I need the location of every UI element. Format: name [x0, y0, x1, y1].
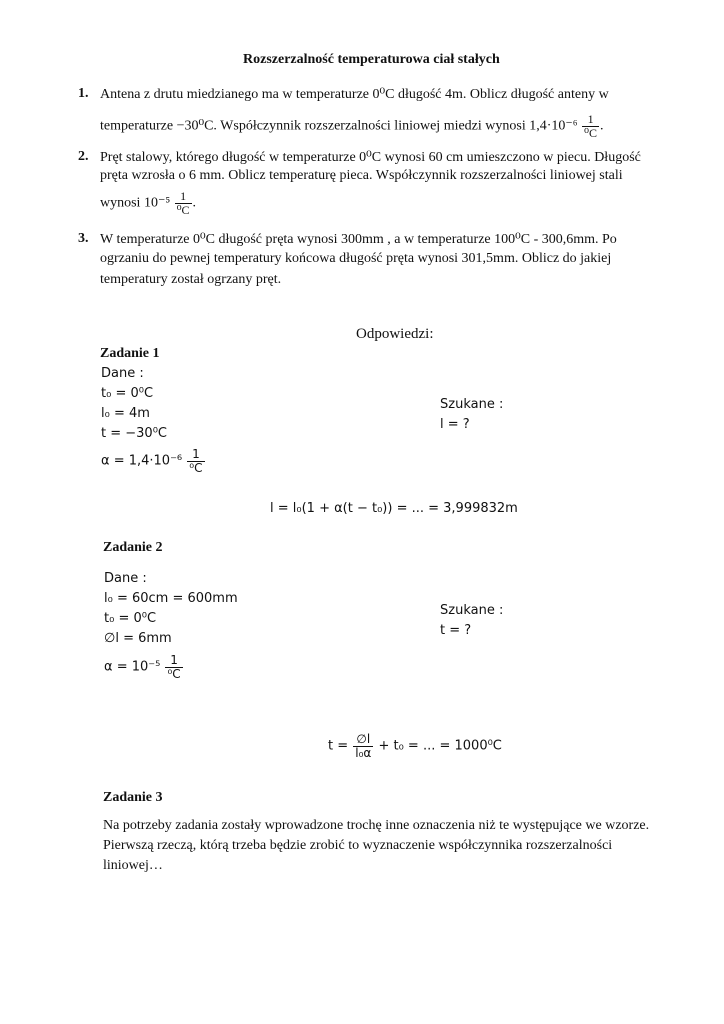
problem-number: 1. — [78, 86, 89, 101]
given-value: t = −30⁰C — [101, 426, 167, 441]
problem-text: temperaturze −30⁰C. Współczynnik rozszerzalności liniowej miedzi wynosi 1,4·10⁻⁶ — [100, 118, 578, 134]
given-label: Dane : — [101, 366, 144, 381]
problem-text-line: ogrzaniu do pewnej temperatury końcowa długość pręta wynosi 301,5mm. Oblicz do jakiej — [100, 251, 612, 266]
alpha-value — [104, 654, 184, 680]
alpha-fraction — [165, 654, 182, 680]
problem-text-line — [100, 190, 196, 216]
sentence-end: . — [192, 195, 197, 211]
sought-label: Szukane : — [440, 397, 504, 412]
problem-text: wynosi 10⁻⁵ — [100, 195, 171, 211]
fraction-denominator: l₀α — [355, 745, 372, 760]
fraction-numerator: 1 — [165, 654, 182, 668]
task-text-line: liniowej… — [103, 858, 163, 873]
alpha-prefix: α = 1,4·10⁻⁶ — [101, 453, 183, 469]
alpha-value — [101, 448, 206, 474]
problem-number: 3. — [78, 231, 89, 246]
fraction-denominator: ⁰C — [167, 666, 181, 681]
sought-value: l = ? — [440, 417, 470, 432]
sentence-end: . — [600, 118, 604, 134]
problem-number: 2. — [78, 149, 89, 164]
problem-text-line — [100, 113, 604, 139]
problem-text-line: temperatury został ogrzany pręt. — [100, 272, 282, 287]
given-value: l₀ = 60cm = 600mm — [104, 591, 238, 606]
given-value: l₀ = 4m — [101, 406, 150, 421]
answers-heading: Odpowiedzi: — [356, 326, 434, 342]
given-label: Dane : — [104, 571, 147, 586]
task-heading: Zadanie 2 — [103, 540, 163, 555]
alpha-prefix: α = 10⁻⁵ — [104, 659, 161, 675]
problem-text-line: Antena z drutu miedzianego ma w temperaturze 0⁰C długość 4m. Oblicz długość anteny w — [100, 87, 609, 102]
given-value: t₀ = 0⁰C — [101, 386, 154, 401]
given-value: t₀ = 0⁰C — [104, 611, 157, 626]
formula-fraction — [353, 733, 373, 759]
page-title: Rozszerzalność temperaturowa ciał stałych — [243, 52, 500, 67]
formula — [328, 733, 502, 759]
fraction-numerator: 1 — [582, 113, 599, 127]
fraction-denominator: ⁰C — [584, 125, 597, 140]
formula: l = l₀(1 + α(t − t₀)) = ... = 3,999832m — [270, 501, 518, 516]
task-text-line: Na potrzeby zadania zostały wprowadzone trochę inne oznaczenia niż te występujące we wzorze. — [103, 818, 650, 833]
fraction-denominator: ⁰C — [176, 202, 190, 217]
task-text-line: Pierwszą rzeczą, którą trzeba będzie zrobić to wyznaczenie współczynnika rozszerzalności — [103, 838, 613, 853]
fraction-numerator: 1 — [187, 448, 204, 462]
fraction-denominator: ⁰C — [189, 460, 203, 475]
given-value: ∅l = 6mm — [104, 631, 172, 646]
alpha-fraction — [187, 448, 204, 474]
sought-value: t = ? — [440, 623, 472, 638]
formula-right: + t₀ = ... = 1000⁰C — [378, 738, 502, 754]
task-heading: Zadanie 1 — [100, 346, 160, 361]
fraction-numerator: ∅l — [353, 733, 373, 747]
alpha-fraction — [175, 190, 192, 216]
task-heading: Zadanie 3 — [103, 790, 163, 805]
problem-text-line: pręta wzrosła o 6 mm. Oblicz temperaturę pieca. Współczynnik rozszerzalności liniowej stali — [100, 168, 623, 183]
fraction-numerator: 1 — [175, 190, 192, 204]
formula-left: t = — [328, 738, 349, 754]
problem-text-line: Pręt stalowy, którego długość w temperaturze 0⁰C wynosi 60 cm umieszczono w piecu. Długość — [100, 150, 641, 165]
problem-text-line: W temperaturze 0⁰C długość pręta wynosi 300mm , a w temperaturze 100⁰C - 300,6mm. Po — [100, 232, 617, 247]
sought-label: Szukane : — [440, 603, 504, 618]
alpha-fraction — [582, 113, 599, 139]
